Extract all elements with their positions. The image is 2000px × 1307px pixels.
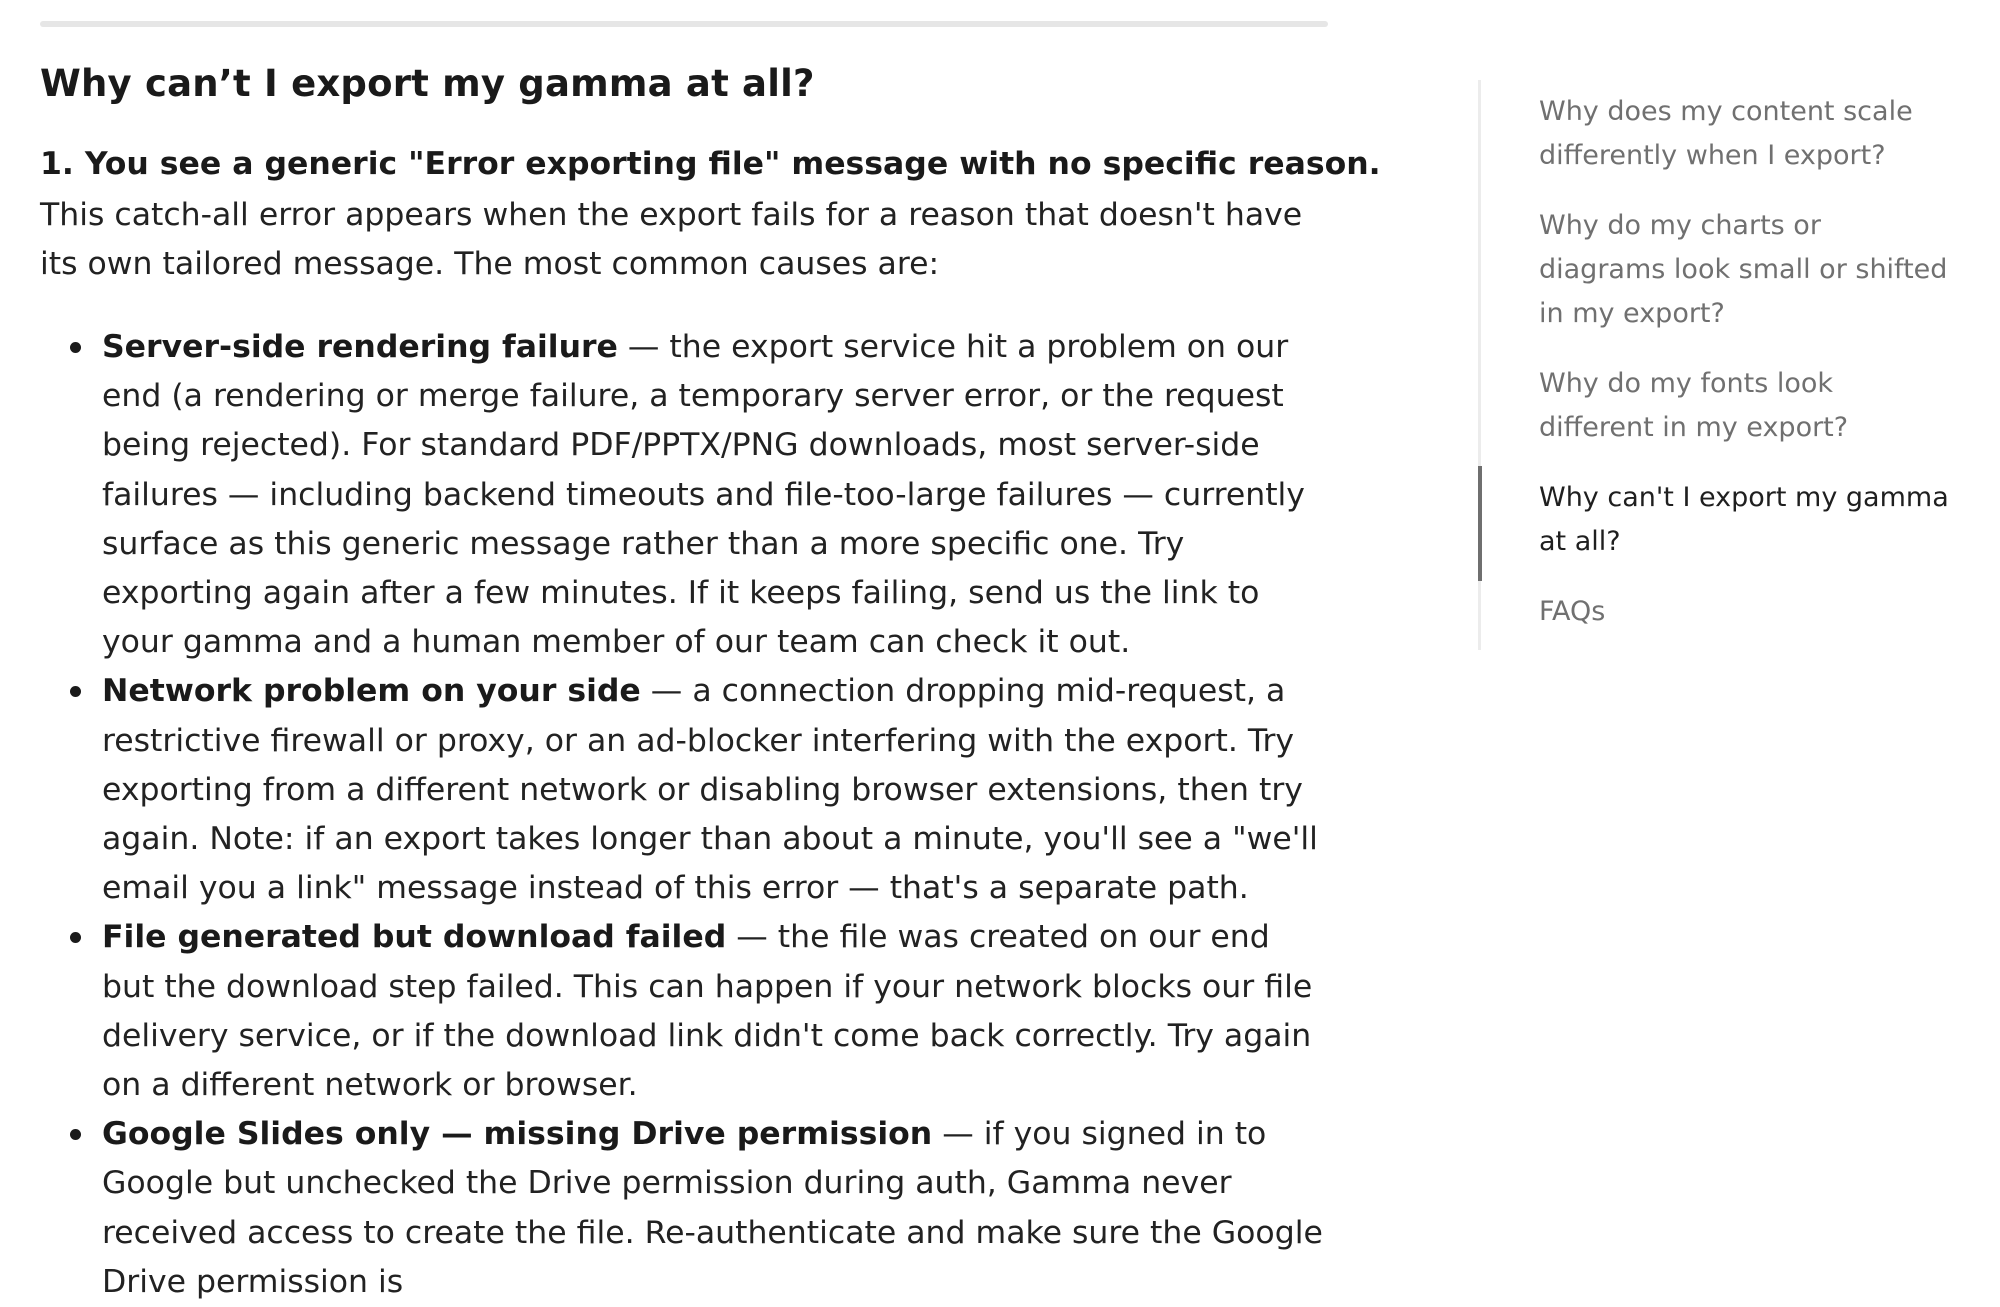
causes-list bbox=[40, 323, 1330, 1307]
bullet-icon bbox=[70, 342, 81, 353]
cause-title: Server-side rendering failure bbox=[102, 329, 618, 365]
bullet-icon bbox=[70, 932, 81, 943]
cause-title: Google Slides only — missing Drive permission bbox=[102, 1116, 933, 1153]
toc-link-content-scale[interactable]: Why does my content scale differently when I export? bbox=[1539, 96, 1913, 171]
cause-text: — a connection dropping mid-request, a restrictive firewall or proxy, or an ad-blocker interfering with the export. Try exporting from a different network or disabling browser extensions, then try again. Note: if an export takes longer than about a minute, you'll see a "we'll email you a link" message instead of this error — that's a separate path. bbox=[102, 673, 1318, 907]
toc-link-faqs[interactable]: FAQs bbox=[1539, 596, 1606, 627]
cause-text: — if you signed in to Google but unchecked the Drive permission during auth, Gamma never received access to create the file. Re-authenticate and make sure the Google Drive permission is bbox=[102, 1116, 1323, 1300]
intro-paragraph: This catch-all error appears when the export fails for a reason that doesn't have its own tailored message. The most common causes are: bbox=[40, 197, 1303, 282]
section-divider bbox=[40, 21, 1328, 27]
bullet-icon bbox=[70, 686, 81, 697]
cause-text: — the export service hit a problem on our end (a rendering or merge failure, a temporary server error, or the request being rejected). For standard PDF/PPTX/PNG downloads, most server-side failures — including backend timeouts and file-too-large failures — currently surface as this generic message rather than a more specific one. Try exporting again after a few minutes. If it keeps failing, send us the link to your gamma and a human member of our team can check it out. bbox=[102, 329, 1305, 661]
list-item bbox=[102, 913, 1330, 1110]
error-case-subheading: 1. You see a generic "Error exporting file" message with no specific reason. bbox=[40, 146, 1381, 182]
list-item bbox=[102, 667, 1330, 913]
toc-list bbox=[1539, 90, 1949, 660]
toc-link-charts-diagrams[interactable]: Why do my charts or diagrams look small or shifted in my export? bbox=[1539, 210, 1948, 329]
list-item bbox=[102, 323, 1330, 667]
cause-title: File generated but download failed bbox=[102, 919, 727, 956]
toc-link-fonts[interactable]: Why do my fonts look different in my export? bbox=[1539, 368, 1849, 443]
bullet-icon bbox=[70, 1129, 81, 1140]
section-heading: Why can’t I export my gamma at all? bbox=[40, 62, 815, 105]
cause-title: Network problem on your side bbox=[102, 673, 641, 710]
cause-text: — the file was created on our end but the download step failed. This can happen if your network blocks our file delivery service, or if the download link didn't come back correctly. Try again on a different network or browser. bbox=[102, 919, 1313, 1104]
toc-link-cant-export[interactable]: Why can't I export my gamma at all? bbox=[1539, 482, 1949, 557]
list-item bbox=[102, 1110, 1330, 1307]
toc-active-indicator bbox=[1478, 466, 1482, 581]
